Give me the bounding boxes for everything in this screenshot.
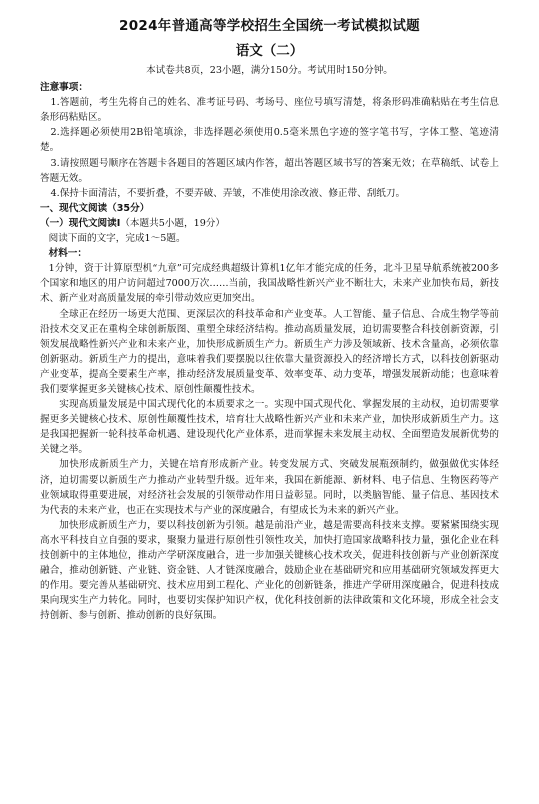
passage-paragraph: 加快形成新质生产力，要以科技创新为引领。越是前沿产业，越是需要高科技来支撑。要紧紧围绕实现高水平科技自立自强的要求，聚聚力量进行原创性引领性攻关，加快打造国家战略科技力量，强化企业在科技创新中的主体地位，推动产学研深度融合，进一步加强关键核心技术攻关，促进科技创新与产业创新深度融合，推动创新链、产业链、资金链、人才链深度融合，鼓励企业在基础研究和应用基础研究领域发挥更大的作用。要完善从基础研究、技术应用到工程化、产业化的创新链条，推进产学研用深度融合，促进科技成果向现实生产力转化。同时，也要切实保护知识产权，优化科技创新的法律政策和文化环境，形成全社会支持创新、参与创新、推动创新的良好氛围。 <box>40 519 499 622</box>
passage-paragraph: 实现高质量发展是中国式现代化的本质要求之一。实现中国式现代化、掌握发展的主动权，迫切需要掌握更多关键核心技术、原创性颠覆性技术，培育壮大战略性新兴产业和未来产业，加快形成新质生产力。这是我国把握新一轮科技革命机遇、建设现代化产业体系，进而掌握未来发展主动权、全面塑造发展新优势的关键之举。 <box>40 399 499 456</box>
material-label: 材料一： <box>48 248 87 260</box>
section-heading: 一、现代文阅读（35分） <box>40 202 150 214</box>
subsection-note: （本题共5小题，19分） <box>120 217 225 229</box>
subsection-heading <box>40 216 499 231</box>
exam-subtitle: 语文（二） <box>235 43 304 59</box>
exam-title: 2024年普通高等学校招生全国统一考试模拟试题 <box>119 18 420 34</box>
exam-info: 本试卷共8页，23小题，满分150分。考试用时150分钟。 <box>146 65 393 76</box>
reading-instruction: 阅读下面的文字，完成1～5题。 <box>48 233 186 245</box>
notice-item: 3.请按照题号顺序在答题卡各题目的答题区域内作答，超出答题区域书写的答案无效；在草稿纸、试卷上答题无效。 <box>40 157 499 184</box>
notice-heading: 注意事项： <box>40 82 88 94</box>
passage-paragraph: 1分钟，资于计算原型机“九章”可完成经典超级计算机1亿年才能完成的任务，北斗卫星导航系统被200多个国家和地区的用户访问超过7000万次……当前，我国战略性新兴产业不断壮大，未来产业加快布局，新技术、新产业对高质量发展的牵引带动效应更加突出。 <box>40 263 499 305</box>
notice-item: 4.保持卡面清洁，不要折叠，不要弄破、弄皱，不准使用涂改液、修正带、刮纸刀。 <box>50 187 406 199</box>
notice-item: 1.答题前，考生先将自己的姓名、准考证号码、考场号、座位号填写清楚，将条形码准确粘贴在考生信息条形码粘贴区。 <box>40 97 499 124</box>
passage-paragraph: 全球正在经历一场更大范围、更深层次的科技革命和产业变革。人工智能、量子信息、合成生物学等前沿技术交叉正在重构全球创新版图、重塑全球经济结构。推动高质量发展，迫切需要整合科技创新资源，引领发展战略性新兴产业和未来产业，加快形成新质生产力。新质生产力涉及领域新、技术含量高，必须依靠创新驱动。新质生产力的提出，意味着我们要摆脱以往依靠大量资源投入的经济增长方式，以科技创新驱动产业变革，提高全要素生产率，推动经济发展质量变革、效率变革、动力变革，增强发展新动能；也意味着我们要掌握更多关键核心技术、原创性颠覆性技术。 <box>40 308 499 395</box>
passage-paragraph: 加快形成新质生产力，关键在培育形成新产业。转变发展方式、突破发展瓶颈制约，做强做优实体经济，迫切需要以新质生产力推动产业转型升级。近年来，我国在新能源、新材料、电子信息、生物医药等产业领域取得重要进展，对经济社会发展的引领带动作用日益彰显。同时，以类脑智能、量子信息、基因技术为代表的未来产业，也正在实现技术与产业的深度融合，有望成长为未来的新兴产业。 <box>40 459 499 516</box>
notice-item: 2.选择题必须使用2B铅笔填涂，非选择题必须使用0.5毫米黑色字迹的签字笔书写，字体工整、笔迹清楚。 <box>40 127 499 154</box>
subsection-title: （一）现代文阅读Ⅰ <box>40 217 121 229</box>
